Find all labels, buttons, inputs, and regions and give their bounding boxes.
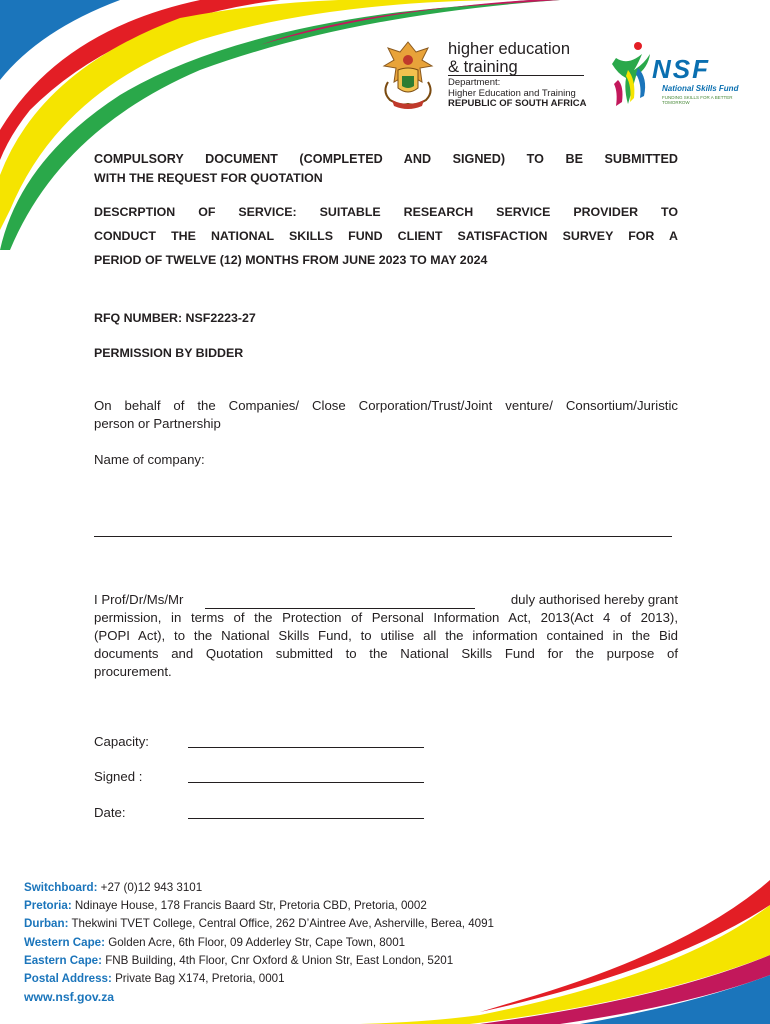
grant-suffix: duly authorised hereby grant: [510, 592, 678, 607]
department-divider: [448, 75, 584, 76]
swoosh-yellow: [0, 0, 520, 230]
pretoria-label: Pretoria:: [24, 899, 72, 913]
grant-prefix: I Prof/Dr/Ms/Mr: [94, 592, 184, 607]
company-name-label: Name of company:: [94, 452, 205, 467]
grant-line5: procurement.: [94, 664, 172, 679]
department-sub-line1: Department:: [448, 77, 501, 88]
footer-contacts: [24, 879, 494, 1007]
department-sub-line3: REPUBLIC OF SOUTH AFRICA: [448, 98, 587, 109]
department-sub-line2: Higher Education and Training: [448, 87, 576, 99]
pretoria-value: Ndinaye House, 178 Francis Baard Str, Pretoria CBD, Pretoria, 0002: [74, 899, 427, 913]
document-title-line1: COMPULSORY DOCUMENT (COMPLETED AND SIGNED) TO BE SUBMITTED: [94, 152, 678, 166]
behalf-line2: person or Partnership: [94, 416, 221, 431]
signed-label: Signed :: [94, 769, 143, 784]
rfq-number: RFQ NUMBER: NSF2223-27: [94, 311, 256, 325]
capacity-field[interactable]: [188, 735, 424, 748]
behalf-line1: On behalf of the Companies/ Close Corporation/Trust/Joint venture/ Consortium/Juristic: [94, 398, 678, 413]
footer-website-row: [24, 988, 494, 1007]
nsf-name: National Skills Fund: [662, 84, 739, 93]
capacity-label: Capacity:: [94, 734, 149, 749]
footer-switchboard: [24, 879, 494, 897]
nsf-tagline: FUNDING SKILLS FOR A BETTER TOMORROW: [662, 95, 733, 105]
durban-label: Durban:: [24, 917, 69, 931]
description-line1: DESCRPTION OF SERVICE: SUITABLE RESEARCH SERVICE PROVIDER TO: [94, 205, 678, 219]
date-label: Date:: [94, 805, 126, 820]
document-title-line2: WITH THE REQUEST FOR QUOTATION: [94, 171, 323, 185]
durban-value: Thekwini TVET College, Central Office, 262 D’Aintree Ave, Asherville, Berea, 4091: [71, 917, 495, 931]
footer-pretoria: [24, 897, 494, 915]
footer-durban: [24, 915, 494, 933]
grant-line1: [94, 591, 678, 609]
website-link[interactable]: www.nsf.gov.za: [24, 990, 115, 1005]
postal-value: Private Bag X174, Pretoria, 0001: [115, 972, 285, 986]
footer-postal: [24, 970, 494, 988]
grant-line3: (POPI Act), to the National Skills Fund, to utilise all the information contained in the Bid: [94, 628, 678, 643]
footer-western-cape: [24, 934, 494, 952]
grant-line4: documents and Quotation submitted to the National Skills Fund for the purpose of: [94, 646, 678, 661]
description-line2: CONDUCT THE NATIONAL SKILLS FUND CLIENT SATISFACTION SURVEY FOR A: [94, 229, 678, 243]
date-field[interactable]: [188, 806, 424, 819]
western-cape-value: Golden Acre, 6th Floor, 09 Adderley Str, Cape Town, 8001: [108, 935, 406, 949]
nsf-logo: [608, 40, 758, 114]
coat-of-arms-icon: [376, 38, 440, 112]
postal-label: Postal Address:: [24, 972, 112, 986]
department-logo: [376, 38, 596, 110]
company-name-field[interactable]: [94, 524, 672, 537]
eastern-cape-label: Eastern Cape:: [24, 953, 102, 967]
western-cape-label: Western Cape:: [24, 935, 105, 949]
description-line3: PERIOD OF TWELVE (12) MONTHS FROM JUNE 2023 TO MAY 2024: [94, 253, 488, 267]
footer-eastern-cape: [24, 952, 494, 970]
eastern-cape-value: FNB Building, 4th Floor, Cnr Oxford & Union Str, East London, 5201: [105, 953, 454, 967]
department-title: [448, 40, 570, 76]
signature-field[interactable]: [188, 770, 424, 783]
department-title-line1: higher education: [448, 40, 571, 58]
bidder-name-field[interactable]: [205, 594, 475, 609]
nsf-letters: NSF: [652, 54, 710, 84]
nsf-figure-icon: [608, 40, 654, 110]
department-title-line2: & training: [448, 58, 518, 76]
grant-line2: permission, in terms of the Protection of Personal Information Act, 2013(Act 4 of 2013),: [94, 610, 678, 625]
permission-heading: PERMISSION BY BIDDER: [94, 346, 244, 360]
department-subtitle: [448, 78, 586, 110]
switchboard-value: +27 (0)12 943 3101: [100, 881, 203, 894]
switchboard-label: Switchboard:: [24, 881, 98, 894]
